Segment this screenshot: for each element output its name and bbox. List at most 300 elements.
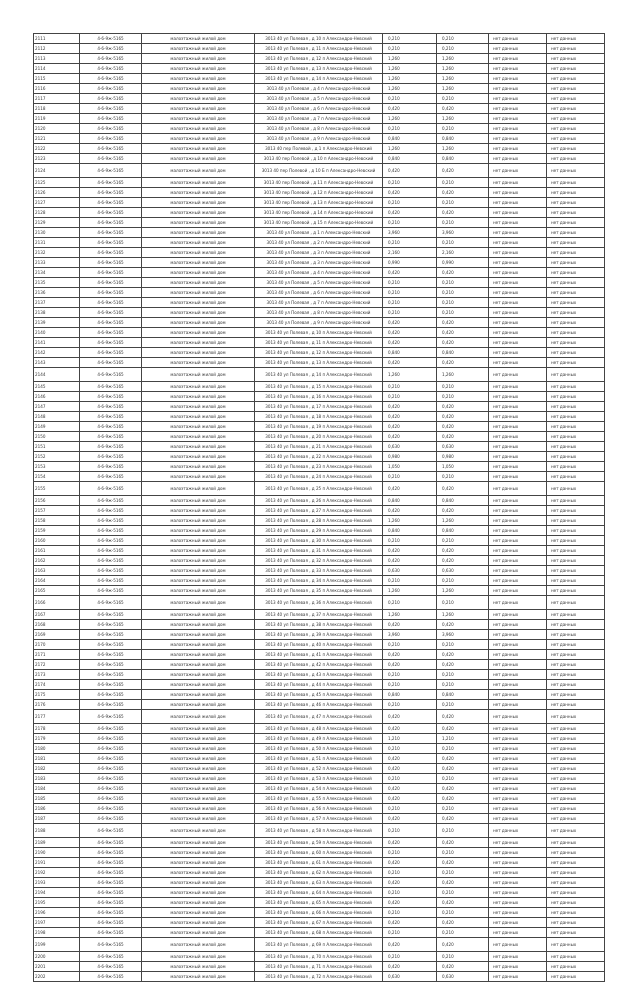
value-cell: 0,210: [383, 928, 437, 938]
value-cell: 1,260: [383, 368, 437, 382]
object-type-cell: малоэтажный жилой дом: [142, 596, 255, 610]
row-number-cell: 2166: [34, 596, 80, 610]
status-cell: нет данных: [547, 724, 605, 734]
value-cell: 0,420: [383, 208, 437, 218]
status-cell: нет данных: [489, 868, 547, 878]
cadastral-code-cell: 4-6-9ж-5165: [80, 278, 142, 288]
status-cell: нет данных: [489, 278, 547, 288]
value-cell: 0,840: [437, 496, 489, 506]
table-row: [34, 298, 605, 308]
table-row: [34, 318, 605, 328]
value-cell: 0,210: [437, 34, 489, 44]
value-cell: 0,420: [437, 764, 489, 774]
status-cell: нет данных: [489, 228, 547, 238]
table-row: [34, 208, 605, 218]
status-cell: нет данных: [489, 754, 547, 764]
cadastral-code-cell: 4-6-9ж-5165: [80, 268, 142, 278]
status-cell: нет данных: [547, 586, 605, 596]
row-number-cell: 2178: [34, 724, 80, 734]
status-cell: нет данных: [547, 198, 605, 208]
value-cell: 0,210: [383, 94, 437, 104]
object-type-cell: малоэтажный жилой дом: [142, 188, 255, 198]
value-cell: 1,210: [383, 734, 437, 744]
status-cell: нет данных: [547, 298, 605, 308]
object-type-cell: малоэтажный жилой дом: [142, 442, 255, 452]
cadastral-code-cell: 4-6-9ж-5165: [80, 972, 142, 982]
address-cell: 3013 40 ул Полевая , д 23 п Александро-Невский: [255, 462, 383, 472]
status-cell: нет данных: [547, 218, 605, 228]
status-cell: нет данных: [547, 228, 605, 238]
row-number-cell: 2132: [34, 248, 80, 258]
table-row: [34, 114, 605, 124]
cadastral-code-cell: 4-6-9ж-5165: [80, 318, 142, 328]
value-cell: 0,420: [437, 878, 489, 888]
cadastral-code-cell: 4-6-9ж-5165: [80, 348, 142, 358]
row-number-cell: 2193: [34, 878, 80, 888]
value-cell: 0,210: [437, 928, 489, 938]
value-cell: 0,420: [437, 104, 489, 114]
status-cell: нет данных: [489, 814, 547, 824]
row-number-cell: 2138: [34, 308, 80, 318]
address-cell: 3013 40 ул Полевая , д 13 п Александро-Невский: [255, 64, 383, 74]
object-type-cell: малоэтажный жилой дом: [142, 278, 255, 288]
table-row: [34, 268, 605, 278]
cadastral-code-cell: 4-6-9ж-5165: [80, 710, 142, 724]
value-cell: 0,420: [437, 814, 489, 824]
cadastral-code-cell: 4-6-9ж-5165: [80, 134, 142, 144]
address-cell: 3013 40 ул Полевая , д 51 п Александро-Невский: [255, 754, 383, 764]
cadastral-code-cell: 4-6-9ж-5165: [80, 556, 142, 566]
cadastral-code-cell: 4-6-9ж-5165: [80, 516, 142, 526]
status-cell: нет данных: [547, 610, 605, 620]
address-cell: 3013 40 ул Полевая , д 40 п Александро-Невский: [255, 640, 383, 650]
value-cell: 0,630: [437, 566, 489, 576]
cadastral-code-cell: 4-6-9ж-5165: [80, 724, 142, 734]
status-cell: нет данных: [489, 338, 547, 348]
value-cell: 3,960: [383, 228, 437, 238]
object-type-cell: малоэтажный жилой дом: [142, 928, 255, 938]
status-cell: нет данных: [489, 124, 547, 134]
address-cell: 3013 40 пер Полевой , д 10 п Александро-Невский: [255, 154, 383, 164]
status-cell: нет данных: [489, 506, 547, 516]
address-cell: 3013 40 ул Полевая , д 44 п Александро-Невский: [255, 680, 383, 690]
table-row: [34, 218, 605, 228]
object-type-cell: малоэтажный жилой дом: [142, 258, 255, 268]
object-type-cell: малоэтажный жилой дом: [142, 218, 255, 228]
row-number-cell: 2160: [34, 536, 80, 546]
object-type-cell: малоэтажный жилой дом: [142, 402, 255, 412]
row-number-cell: 2146: [34, 392, 80, 402]
object-type-cell: малоэтажный жилой дом: [142, 908, 255, 918]
address-cell: 3013 40 ул Полевая , д 34 п Александро-Невский: [255, 576, 383, 586]
status-cell: нет данных: [489, 198, 547, 208]
address-cell: 3013 40 ул Полевая , д 39 п Александро-Невский: [255, 630, 383, 640]
value-cell: 0,210: [437, 218, 489, 228]
value-cell: 0,420: [383, 710, 437, 724]
value-cell: 1,260: [383, 84, 437, 94]
status-cell: нет данных: [547, 318, 605, 328]
status-cell: нет данных: [547, 452, 605, 462]
table-row: [34, 888, 605, 898]
table-row: [34, 754, 605, 764]
value-cell: 0,420: [437, 318, 489, 328]
cadastral-code-cell: 4-6-9ж-5165: [80, 640, 142, 650]
value-cell: 0,210: [383, 680, 437, 690]
table-row: [34, 198, 605, 208]
table-row: [34, 928, 605, 938]
object-type-cell: малоэтажный жилой дом: [142, 938, 255, 952]
row-number-cell: 2112: [34, 44, 80, 54]
address-cell: 3013 40 ул Полевая , д 30 п Александро-Невский: [255, 536, 383, 546]
object-type-cell: малоэтажный жилой дом: [142, 774, 255, 784]
status-cell: нет данных: [547, 680, 605, 690]
value-cell: 0,840: [383, 134, 437, 144]
value-cell: 1,260: [383, 54, 437, 64]
cadastral-code-cell: 4-6-9ж-5165: [80, 298, 142, 308]
row-number-cell: 2158: [34, 516, 80, 526]
table-row: [34, 506, 605, 516]
table-row: [34, 620, 605, 630]
status-cell: нет данных: [547, 744, 605, 754]
object-type-cell: малоэтажный жилой дом: [142, 878, 255, 888]
cadastral-code-cell: 4-6-9ж-5165: [80, 188, 142, 198]
status-cell: нет данных: [547, 526, 605, 536]
table-row: [34, 938, 605, 952]
value-cell: 1,260: [437, 144, 489, 154]
status-cell: нет данных: [489, 784, 547, 794]
value-cell: 1,260: [437, 610, 489, 620]
status-cell: нет данных: [547, 248, 605, 258]
value-cell: 0,420: [437, 556, 489, 566]
value-cell: 0,210: [437, 178, 489, 188]
row-number-cell: 2130: [34, 228, 80, 238]
cadastral-code-cell: 4-6-9ж-5165: [80, 868, 142, 878]
object-type-cell: малоэтажный жилой дом: [142, 178, 255, 188]
status-cell: нет данных: [547, 328, 605, 338]
row-number-cell: 2183: [34, 774, 80, 784]
status-cell: нет данных: [489, 962, 547, 972]
object-type-cell: малоэтажный жилой дом: [142, 734, 255, 744]
status-cell: нет данных: [547, 962, 605, 972]
object-type-cell: малоэтажный жилой дом: [142, 506, 255, 516]
value-cell: 1,260: [437, 64, 489, 74]
cadastral-code-cell: 4-6-9ж-5165: [80, 74, 142, 84]
address-cell: 3013 40 ул Полевая , д 60 п Александро-Невский: [255, 848, 383, 858]
status-cell: нет данных: [547, 188, 605, 198]
status-cell: нет данных: [547, 972, 605, 982]
status-cell: нет данных: [489, 318, 547, 328]
object-type-cell: малоэтажный жилой дом: [142, 576, 255, 586]
object-type-cell: малоэтажный жилой дом: [142, 898, 255, 908]
status-cell: нет данных: [547, 640, 605, 650]
table-row: [34, 858, 605, 868]
value-cell: 0,420: [383, 724, 437, 734]
status-cell: нет данных: [547, 838, 605, 848]
cadastral-code-cell: 4-6-9ж-5165: [80, 754, 142, 764]
cadastral-code-cell: 4-6-9ж-5165: [80, 650, 142, 660]
address-cell: 3013 40 пер Полевой , д 10 Б п Александро-Невский: [255, 164, 383, 178]
cadastral-code-cell: 4-6-9ж-5165: [80, 412, 142, 422]
row-number-cell: 2127: [34, 198, 80, 208]
status-cell: нет данных: [547, 74, 605, 84]
address-cell: 3013 40 ул Полевая , д 10 п Александро-Невский: [255, 34, 383, 44]
object-type-cell: малоэтажный жилой дом: [142, 546, 255, 556]
address-cell: 3013 40 ул Полевая , д 66 п Александро-Невский: [255, 908, 383, 918]
value-cell: 0,420: [383, 164, 437, 178]
object-type-cell: малоэтажный жилой дом: [142, 462, 255, 472]
cadastral-code-cell: 4-6-9ж-5165: [80, 124, 142, 134]
cadastral-code-cell: 4-6-9ж-5165: [80, 144, 142, 154]
table-row: [34, 54, 605, 64]
status-cell: нет данных: [489, 114, 547, 124]
status-cell: нет данных: [547, 412, 605, 422]
table-row: [34, 804, 605, 814]
value-cell: 0,210: [437, 536, 489, 546]
table-row: [34, 154, 605, 164]
address-cell: 3013 40 ул Полевая , д 4 п Александро-Невский: [255, 268, 383, 278]
value-cell: 0,210: [383, 278, 437, 288]
status-cell: нет данных: [547, 496, 605, 506]
address-cell: 3013 40 ул Полевая , д 53 п Александро-Невский: [255, 774, 383, 784]
value-cell: 1,260: [437, 54, 489, 64]
value-cell: 0,210: [383, 670, 437, 680]
status-cell: нет данных: [489, 392, 547, 402]
address-cell: 3013 40 ул Полевая , д 27 п Александро-Невский: [255, 506, 383, 516]
object-type-cell: малоэтажный жилой дом: [142, 744, 255, 754]
table-row: [34, 178, 605, 188]
status-cell: нет данных: [489, 898, 547, 908]
value-cell: 1,050: [383, 462, 437, 472]
status-cell: нет данных: [489, 422, 547, 432]
object-type-cell: малоэтажный жилой дом: [142, 358, 255, 368]
cadastral-code-cell: 4-6-9ж-5165: [80, 422, 142, 432]
cadastral-code-cell: 4-6-9ж-5165: [80, 288, 142, 298]
cadastral-code-cell: 4-6-9ж-5165: [80, 526, 142, 536]
status-cell: нет данных: [547, 784, 605, 794]
object-type-cell: малоэтажный жилой дом: [142, 74, 255, 84]
value-cell: 1,260: [383, 64, 437, 74]
row-number-cell: 2198: [34, 928, 80, 938]
value-cell: 0,210: [383, 952, 437, 962]
status-cell: нет данных: [489, 858, 547, 868]
table-row: [34, 84, 605, 94]
object-type-cell: малоэтажный жилой дом: [142, 248, 255, 258]
status-cell: нет данных: [489, 630, 547, 640]
object-type-cell: малоэтажный жилой дом: [142, 962, 255, 972]
row-number-cell: 2186: [34, 804, 80, 814]
row-number-cell: 2172: [34, 660, 80, 670]
status-cell: нет данных: [489, 218, 547, 228]
value-cell: 0,210: [383, 124, 437, 134]
row-number-cell: 2154: [34, 472, 80, 482]
table-row: [34, 546, 605, 556]
value-cell: 0,420: [437, 432, 489, 442]
value-cell: 1,260: [437, 84, 489, 94]
status-cell: нет данных: [489, 710, 547, 724]
table-row: [34, 764, 605, 774]
cadastral-code-cell: 4-6-9ж-5165: [80, 814, 142, 824]
status-cell: нет данных: [489, 268, 547, 278]
value-cell: 0,210: [437, 238, 489, 248]
row-number-cell: 2173: [34, 670, 80, 680]
row-number-cell: 2136: [34, 288, 80, 298]
address-cell: 3013 40 ул Полевая , д 24 п Александро-Невский: [255, 472, 383, 482]
value-cell: 0,420: [383, 918, 437, 928]
value-cell: 0,420: [437, 794, 489, 804]
value-cell: 0,630: [383, 972, 437, 982]
table-row: [34, 670, 605, 680]
value-cell: 0,630: [437, 442, 489, 452]
value-cell: 0,630: [437, 972, 489, 982]
object-type-cell: малоэтажный жилой дом: [142, 670, 255, 680]
value-cell: 0,420: [383, 506, 437, 516]
value-cell: 0,420: [383, 412, 437, 422]
row-number-cell: 2200: [34, 952, 80, 962]
value-cell: 0,210: [383, 576, 437, 586]
status-cell: нет данных: [547, 134, 605, 144]
row-number-cell: 2195: [34, 898, 80, 908]
status-cell: нет данных: [547, 824, 605, 838]
cadastral-code-cell: 4-6-9ж-5165: [80, 218, 142, 228]
status-cell: нет данных: [547, 546, 605, 556]
status-cell: нет данных: [489, 536, 547, 546]
status-cell: нет данных: [489, 596, 547, 610]
object-type-cell: малоэтажный жилой дом: [142, 794, 255, 804]
table-row: [34, 64, 605, 74]
object-type-cell: малоэтажный жилой дом: [142, 104, 255, 114]
row-number-cell: 2122: [34, 144, 80, 154]
row-number-cell: 2150: [34, 432, 80, 442]
status-cell: нет данных: [547, 814, 605, 824]
value-cell: 1,260: [383, 586, 437, 596]
value-cell: 0,420: [437, 754, 489, 764]
value-cell: 0,420: [383, 556, 437, 566]
object-type-cell: малоэтажный жилой дом: [142, 482, 255, 496]
address-cell: 3013 40 пер Полевой , д 15 п Александро-Невский: [255, 218, 383, 228]
value-cell: 0,420: [383, 938, 437, 952]
table-row: [34, 650, 605, 660]
cadastral-code-cell: 4-6-9ж-5165: [80, 878, 142, 888]
object-type-cell: малоэтажный жилой дом: [142, 724, 255, 734]
value-cell: 0,420: [383, 754, 437, 764]
object-type-cell: малоэтажный жилой дом: [142, 868, 255, 878]
status-cell: нет данных: [547, 178, 605, 188]
status-cell: нет данных: [547, 124, 605, 134]
cadastral-code-cell: 4-6-9ж-5165: [80, 952, 142, 962]
value-cell: 0,840: [383, 690, 437, 700]
status-cell: нет данных: [547, 754, 605, 764]
value-cell: 0,210: [383, 298, 437, 308]
value-cell: 1,260: [383, 610, 437, 620]
cadastral-code-cell: 4-6-9ж-5165: [80, 432, 142, 442]
value-cell: 1,260: [437, 368, 489, 382]
row-number-cell: 2114: [34, 64, 80, 74]
cadastral-code-cell: 4-6-9ж-5165: [80, 962, 142, 972]
cadastral-code-cell: 4-6-9ж-5165: [80, 496, 142, 506]
row-number-cell: 2164: [34, 576, 80, 586]
table-row: [34, 972, 605, 982]
cadastral-code-cell: 4-6-9ж-5165: [80, 94, 142, 104]
value-cell: 0,420: [383, 402, 437, 412]
address-cell: 3013 40 пер Полевой , д 13 п Александро-Невский: [255, 198, 383, 208]
cadastral-code-cell: 4-6-9ж-5165: [80, 660, 142, 670]
status-cell: нет данных: [547, 868, 605, 878]
object-type-cell: малоэтажный жилой дом: [142, 536, 255, 546]
value-cell: 0,420: [437, 338, 489, 348]
status-cell: нет данных: [489, 288, 547, 298]
value-cell: 0,210: [437, 392, 489, 402]
cadastral-code-cell: 4-6-9ж-5165: [80, 680, 142, 690]
cadastral-code-cell: 4-6-9ж-5165: [80, 178, 142, 188]
object-type-cell: малоэтажный жилой дом: [142, 392, 255, 402]
address-cell: 3013 40 ул Полевая , д 18 п Александро-Невский: [255, 412, 383, 422]
object-type-cell: малоэтажный жилой дом: [142, 368, 255, 382]
object-type-cell: малоэтажный жилой дом: [142, 144, 255, 154]
value-cell: 0,210: [437, 278, 489, 288]
status-cell: нет данных: [547, 104, 605, 114]
status-cell: нет данных: [547, 596, 605, 610]
address-cell: 3013 40 ул Полевая , д 3 п Александро-Невский: [255, 258, 383, 268]
address-cell: 3013 40 ул Полевая , д 10 п Александро-Невский: [255, 328, 383, 338]
row-number-cell: 2134: [34, 268, 80, 278]
value-cell: 0,420: [437, 918, 489, 928]
address-cell: 3013 40 ул Полевая , д 35 п Александро-Невский: [255, 586, 383, 596]
value-cell: 0,210: [437, 744, 489, 754]
table-row: [34, 586, 605, 596]
address-cell: 3013 40 ул Полевая , д 3 п Александро-Невский: [255, 248, 383, 258]
table-row: [34, 734, 605, 744]
address-cell: 3013 40 ул Полевая , д 62 п Александро-Невский: [255, 868, 383, 878]
status-cell: нет данных: [489, 888, 547, 898]
cadastral-code-cell: 4-6-9ж-5165: [80, 848, 142, 858]
status-cell: нет данных: [489, 178, 547, 188]
value-cell: 1,050: [437, 462, 489, 472]
status-cell: нет данных: [489, 690, 547, 700]
address-cell: 3013 40 ул Полевая , д 69 п Александро-Невский: [255, 938, 383, 952]
table-row: [34, 238, 605, 248]
value-cell: 0,980: [437, 452, 489, 462]
cadastral-code-cell: 4-6-9ж-5165: [80, 546, 142, 556]
status-cell: нет данных: [547, 506, 605, 516]
value-cell: 0,210: [383, 908, 437, 918]
status-cell: нет данных: [547, 84, 605, 94]
row-number-cell: 2187: [34, 814, 80, 824]
value-cell: 0,210: [437, 888, 489, 898]
status-cell: нет данных: [547, 288, 605, 298]
status-cell: нет данных: [547, 64, 605, 74]
status-cell: нет данных: [547, 94, 605, 104]
status-cell: нет данных: [489, 432, 547, 442]
value-cell: 0,420: [437, 358, 489, 368]
table-row: [34, 412, 605, 422]
cadastral-code-cell: 4-6-9ж-5165: [80, 248, 142, 258]
address-cell: 3013 40 ул Полевая , д 16 п Александро-Невский: [255, 392, 383, 402]
status-cell: нет данных: [489, 134, 547, 144]
status-cell: нет данных: [489, 764, 547, 774]
value-cell: 0,420: [383, 546, 437, 556]
row-number-cell: 2182: [34, 764, 80, 774]
table-row: [34, 74, 605, 84]
address-cell: 3013 40 ул Полевая , д 14 п Александро-Невский: [255, 368, 383, 382]
value-cell: 0,210: [383, 536, 437, 546]
value-cell: 0,210: [437, 908, 489, 918]
status-cell: нет данных: [489, 640, 547, 650]
value-cell: 0,420: [437, 164, 489, 178]
cadastral-code-cell: 4-6-9ж-5165: [80, 462, 142, 472]
status-cell: нет данных: [489, 660, 547, 670]
table-body: [34, 34, 605, 982]
cadastral-code-cell: 4-6-9ж-5165: [80, 774, 142, 784]
